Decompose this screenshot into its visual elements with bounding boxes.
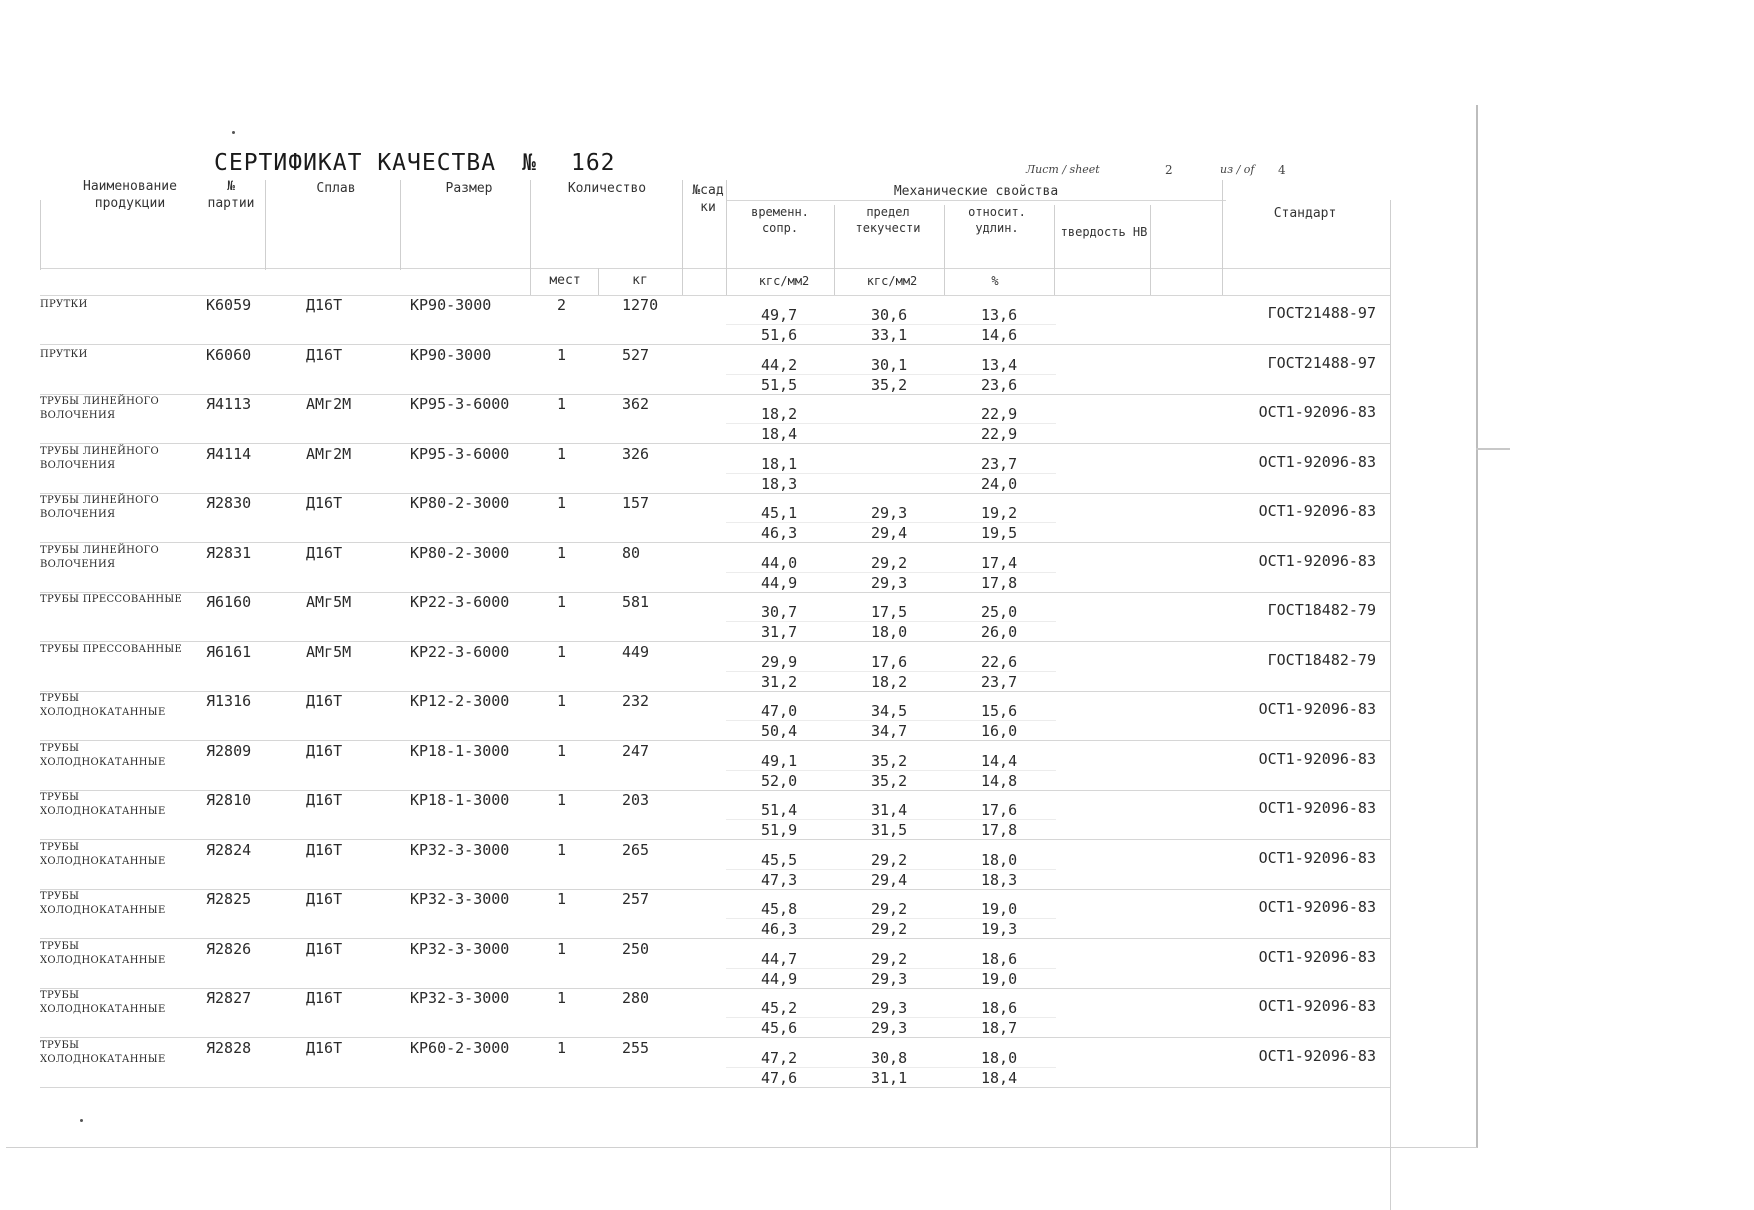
tensile-value: 30,7 <box>761 603 798 621</box>
table-row <box>0 1039 1470 1089</box>
size: КР80-2-3000 <box>410 494 510 512</box>
header-quantity: Количество <box>567 181 647 196</box>
elongation-value: 19,2 <box>981 504 1018 522</box>
tensile-value: 44,9 <box>761 573 798 592</box>
size: КР95-3-6000 <box>410 395 510 413</box>
elongation-value: 18,0 <box>981 1048 1018 1067</box>
places-count: 1 <box>557 890 567 908</box>
product-name: ТРУБЫ ЛИНЕЙНОГО ВОЛОЧЕНИЯ <box>40 544 160 570</box>
product-name: ТРУБЫ ХОЛОДНОКАТАННЫЕ <box>40 990 166 1015</box>
page-edge <box>1476 448 1510 450</box>
yield-value: 35,2 <box>871 375 908 394</box>
size: КР18-1-3000 <box>410 741 510 760</box>
elongation-value: 18,3 <box>981 870 1018 889</box>
standard: ОСТ1-92096-83 <box>1258 1046 1376 1065</box>
row-subrule <box>726 671 1056 672</box>
yield-value: 17,6 <box>871 652 908 671</box>
batch-number: Я2831 <box>206 543 252 562</box>
tensile-value: 45,1 <box>761 504 798 522</box>
size: КР95-3-6000 <box>410 444 510 463</box>
elongation-value: 23,7 <box>981 672 1018 691</box>
tensile-value: 31,7 <box>761 623 798 641</box>
places-count: 1 <box>557 345 567 364</box>
places-count: 2 <box>557 296 567 314</box>
yield-value: 31,1 <box>871 1068 908 1087</box>
weight-kg: 80 <box>622 543 641 562</box>
header-kg: кг <box>632 273 648 288</box>
elongation-value: 23,6 <box>981 375 1018 394</box>
tensile-value: 29,9 <box>761 652 798 671</box>
alloy: Д16Т <box>306 741 343 760</box>
places-count: 1 <box>557 840 567 859</box>
elongation-value: 14,4 <box>981 751 1018 770</box>
tensile-value: 45,8 <box>761 900 798 918</box>
header-divider <box>530 180 531 295</box>
batch-number: Я2809 <box>206 741 252 760</box>
places-count: 1 <box>557 494 567 512</box>
batch-number: Я4113 <box>206 395 252 413</box>
tensile-value: 18,2 <box>761 405 798 423</box>
batch-number: Я4114 <box>206 444 252 463</box>
row-rule <box>40 1087 1390 1088</box>
places-count: 1 <box>557 395 567 413</box>
weight-kg: 362 <box>622 395 650 413</box>
tensile-value: 45,5 <box>761 850 798 869</box>
weight-kg: 247 <box>622 741 650 760</box>
tensile-value: 47,6 <box>761 1068 798 1087</box>
elongation-value: 18,0 <box>981 850 1018 869</box>
row-subrule <box>726 968 1056 969</box>
size: КР22-3-6000 <box>410 642 510 661</box>
header-batch: № партии <box>207 179 255 211</box>
product-name: ТРУБЫ ХОЛОДНОКАТАННЫЕ <box>40 841 166 867</box>
product-name: ТРУБЫ ХОЛОДНОКАТАННЫЕ <box>40 1039 166 1065</box>
size: КР18-1-3000 <box>410 791 510 809</box>
yield-value: 29,2 <box>871 850 908 869</box>
weight-kg: 203 <box>622 791 650 809</box>
elongation-value: 19,0 <box>981 969 1018 988</box>
yield-value: 30,8 <box>871 1048 908 1067</box>
tensile-value: 51,4 <box>761 801 798 819</box>
tensile-value: 45,2 <box>761 999 798 1017</box>
tensile-value: 49,7 <box>761 306 798 324</box>
product-name: ТРУБЫ ЛИНЕЙНОГО ВОЛОЧЕНИЯ <box>40 396 160 421</box>
row-subrule <box>726 1017 1056 1018</box>
alloy: АМг5М <box>306 593 352 611</box>
table-row <box>0 692 1470 742</box>
alloy: Д16Т <box>306 494 343 512</box>
elongation-value: 18,6 <box>981 999 1018 1017</box>
size: КР90-3000 <box>410 345 492 364</box>
table-row <box>0 841 1470 891</box>
standard: ГОСТ21488-97 <box>1267 353 1376 372</box>
table-row <box>0 791 1470 841</box>
alloy: Д16Т <box>306 989 343 1007</box>
alloy: Д16Т <box>306 345 343 364</box>
table-row <box>0 544 1470 594</box>
product-name: ТРУБЫ ХОЛОДНОКАТАННЫЕ <box>40 693 166 718</box>
elongation-value: 18,7 <box>981 1019 1018 1037</box>
product-name: ТРУБЫ ХОЛОДНОКАТАННЫЕ <box>40 742 166 768</box>
header-mechanical: Механические свойства <box>893 184 1059 199</box>
row-subrule <box>726 621 1056 622</box>
table-row <box>0 989 1470 1039</box>
weight-kg: 280 <box>622 989 650 1007</box>
elongation-value: 22,6 <box>981 652 1018 671</box>
table-row <box>0 494 1470 544</box>
yield-value: 18,0 <box>871 623 908 641</box>
standard: ОСТ1-92096-83 <box>1258 997 1376 1015</box>
batch-number: Я2827 <box>206 989 252 1007</box>
product-name: ТРУБЫ ПРЕССОВАННЫЕ <box>40 643 183 655</box>
batch-number: Я6161 <box>206 642 252 661</box>
header-divider <box>400 180 401 270</box>
weight-kg: 250 <box>622 939 650 958</box>
unit-yield: кгс/мм2 <box>866 274 918 288</box>
tensile-value: 51,5 <box>761 375 798 394</box>
yield-value: 31,4 <box>871 801 908 819</box>
standard: ОСТ1-92096-83 <box>1258 452 1376 471</box>
header-size: Размер <box>445 181 493 196</box>
standard: ОСТ1-92096-83 <box>1258 848 1376 867</box>
tensile-value: 45,6 <box>761 1019 798 1037</box>
tensile-value: 44,2 <box>761 355 798 374</box>
header-divider <box>40 200 41 270</box>
yield-value: 29,2 <box>871 949 908 968</box>
yield-value: 29,4 <box>871 870 908 889</box>
header-hardness: твердость НВ <box>1060 225 1148 239</box>
header-places: мест <box>549 273 581 288</box>
elongation-value: 24,0 <box>981 474 1018 493</box>
alloy: Д16Т <box>306 939 343 958</box>
elongation-value: 19,3 <box>981 920 1018 938</box>
elongation-value: 23,7 <box>981 454 1018 473</box>
alloy: Д16Т <box>306 296 343 314</box>
standard: ОСТ1-92096-83 <box>1258 947 1376 966</box>
header-heat: №сад ки <box>692 183 724 215</box>
batch-number: К6060 <box>206 345 252 364</box>
weight-kg: 1270 <box>622 296 659 314</box>
header-alloy: Сплав <box>316 181 356 196</box>
row-subrule <box>726 1067 1056 1068</box>
elongation-value: 26,0 <box>981 623 1018 641</box>
weight-kg: 449 <box>622 642 650 661</box>
header-yield: предел текучести <box>855 205 921 235</box>
header-divider <box>1222 180 1223 295</box>
batch-number: Я2824 <box>206 840 252 859</box>
elongation-value: 25,0 <box>981 603 1018 621</box>
yield-value: 30,6 <box>871 306 908 324</box>
table-row <box>0 940 1470 990</box>
size: КР12-2-3000 <box>410 692 510 710</box>
header-product: Наименование продукции <box>83 179 177 211</box>
elongation-value: 14,6 <box>981 326 1018 344</box>
yield-value: 35,2 <box>871 771 908 790</box>
standard: ГОСТ18482-79 <box>1267 650 1376 669</box>
product-name: ТРУБЫ ХОЛОДНОКАТАННЫЕ <box>40 891 166 916</box>
tensile-value: 18,3 <box>761 474 798 493</box>
yield-value: 18,2 <box>871 672 908 691</box>
yield-value: 31,5 <box>871 821 908 839</box>
size: КР80-2-3000 <box>410 543 510 562</box>
elongation-value: 17,8 <box>981 573 1018 592</box>
weight-kg: 157 <box>622 494 650 512</box>
tensile-value: 49,1 <box>761 751 798 770</box>
elongation-value: 17,4 <box>981 553 1018 572</box>
product-name: ТРУБЫ ЛИНЕЙНОГО ВОЛОЧЕНИЯ <box>40 495 160 520</box>
elongation-value: 18,6 <box>981 949 1018 968</box>
yield-value: 17,5 <box>871 603 908 621</box>
alloy: Д16Т <box>306 692 343 710</box>
elongation-value: 18,4 <box>981 1068 1018 1087</box>
tensile-value: 47,3 <box>761 870 798 889</box>
alloy: АМг5М <box>306 642 352 661</box>
weight-kg: 265 <box>622 840 650 859</box>
unit-tensile: кгс/мм2 <box>758 274 810 288</box>
size: КР32-3-3000 <box>410 840 510 859</box>
places-count: 1 <box>557 989 567 1007</box>
table-row <box>0 742 1470 792</box>
table-row <box>0 643 1470 693</box>
yield-value: 33,1 <box>871 326 908 344</box>
yield-value: 29,4 <box>871 524 908 542</box>
alloy: Д16Т <box>306 791 343 809</box>
sheet-total: 4 <box>1278 163 1286 177</box>
size: КР90-3000 <box>410 296 492 314</box>
alloy: Д16Т <box>306 890 343 908</box>
scan-speck <box>232 131 235 134</box>
of-label: из / of <box>1220 163 1255 176</box>
elongation-value: 17,8 <box>981 821 1018 839</box>
number-sign: № <box>522 150 537 176</box>
product-name: ТРУБЫ ПРЕССОВАННЫЕ <box>40 594 183 605</box>
tensile-value: 50,4 <box>761 722 798 740</box>
product-name: ТРУБЫ ХОЛОДНОКАТАННЫЕ <box>40 940 166 966</box>
standard: ГОСТ18482-79 <box>1267 601 1376 619</box>
header-rule <box>40 268 1390 269</box>
alloy: Д16Т <box>306 543 343 562</box>
tensile-value: 46,3 <box>761 524 798 542</box>
batch-number: Я2830 <box>206 494 252 512</box>
standard: ОСТ1-92096-83 <box>1258 551 1376 570</box>
yield-value: 30,1 <box>871 355 908 374</box>
header-divider <box>1150 205 1151 295</box>
yield-value: 29,3 <box>871 969 908 988</box>
weight-kg: 232 <box>622 692 650 710</box>
header-divider <box>265 180 266 270</box>
table-row <box>0 593 1470 643</box>
row-subrule <box>726 918 1056 919</box>
yield-value: 29,3 <box>871 999 908 1017</box>
header-divider <box>682 180 683 295</box>
yield-value: 29,2 <box>871 553 908 572</box>
batch-number: Я6160 <box>206 593 252 611</box>
header-divider <box>834 205 835 295</box>
table-row <box>0 296 1470 346</box>
elongation-value: 16,0 <box>981 722 1018 740</box>
tensile-value: 47,2 <box>761 1048 798 1067</box>
row-subrule <box>726 473 1056 474</box>
tensile-value: 47,0 <box>761 702 798 720</box>
places-count: 1 <box>557 642 567 661</box>
unit-elongation: % <box>991 274 999 288</box>
places-count: 1 <box>557 939 567 958</box>
standard: ОСТ1-92096-83 <box>1258 403 1376 421</box>
product-name: ПРУТКИ <box>40 299 88 310</box>
size: КР60-2-3000 <box>410 1038 510 1057</box>
tensile-value: 51,6 <box>761 326 798 344</box>
scan-speck <box>80 1119 83 1122</box>
batch-number: Я1316 <box>206 692 252 710</box>
tensile-value: 51,9 <box>761 821 798 839</box>
document-title <box>214 150 616 176</box>
places-count: 1 <box>557 692 567 710</box>
header-rule <box>726 200 1226 201</box>
yield-value: 29,2 <box>871 920 908 938</box>
yield-value: 29,3 <box>871 573 908 592</box>
elongation-value: 22,9 <box>981 425 1018 443</box>
elongation-value: 17,6 <box>981 801 1018 819</box>
size: КР32-3-3000 <box>410 890 510 908</box>
tensile-value: 44,7 <box>761 949 798 968</box>
size: КР32-3-3000 <box>410 939 510 958</box>
batch-number: Я2828 <box>206 1038 252 1057</box>
standard: ОСТ1-92096-83 <box>1258 898 1376 916</box>
places-count: 1 <box>557 543 567 562</box>
weight-kg: 257 <box>622 890 650 908</box>
places-count: 1 <box>557 444 567 463</box>
row-subrule <box>726 720 1056 721</box>
table-row <box>0 346 1470 396</box>
certificate-number: 162 <box>570 150 616 176</box>
header-standard: Стандарт <box>1273 206 1337 221</box>
standard: ОСТ1-92096-83 <box>1258 799 1376 817</box>
row-subrule <box>726 770 1056 771</box>
title-text: СЕРТИФИКАТ КАЧЕСТВА <box>214 150 497 176</box>
yield-value: 34,5 <box>871 702 908 720</box>
alloy: Д16Т <box>306 1038 343 1057</box>
batch-number: Я2825 <box>206 890 252 908</box>
tensile-value: 31,2 <box>761 672 798 691</box>
row-subrule <box>726 374 1056 375</box>
header-divider <box>598 268 599 295</box>
elongation-value: 13,6 <box>981 306 1018 324</box>
standard: ГОСТ21488-97 <box>1267 304 1376 322</box>
tensile-value: 18,4 <box>761 425 798 443</box>
yield-value: 29,2 <box>871 900 908 918</box>
yield-value: 29,3 <box>871 504 908 522</box>
elongation-value: 14,8 <box>981 771 1018 790</box>
elongation-value: 19,5 <box>981 524 1018 542</box>
table-row <box>0 395 1470 445</box>
standard: ОСТ1-92096-83 <box>1258 749 1376 768</box>
batch-number: Я2826 <box>206 939 252 958</box>
elongation-value: 22,9 <box>981 405 1018 423</box>
sheet-label: Лист / sheet <box>1026 163 1100 176</box>
yield-value: 29,3 <box>871 1019 908 1037</box>
row-subrule <box>726 869 1056 870</box>
places-count: 1 <box>557 791 567 809</box>
size: КР32-3-3000 <box>410 989 510 1007</box>
elongation-value: 15,6 <box>981 702 1018 720</box>
tensile-value: 44,9 <box>761 969 798 988</box>
table-row <box>0 445 1470 495</box>
size: КР22-3-6000 <box>410 593 510 611</box>
alloy: Д16Т <box>306 840 343 859</box>
standard: ОСТ1-92096-83 <box>1258 700 1376 718</box>
yield-value: 34,7 <box>871 722 908 740</box>
elongation-value: 13,4 <box>981 355 1018 374</box>
row-subrule <box>726 819 1056 820</box>
standard: ОСТ1-92096-83 <box>1258 502 1376 520</box>
product-name: ТРУБЫ ЛИНЕЙНОГО ВОЛОЧЕНИЯ <box>40 445 160 471</box>
header-divider <box>944 205 945 295</box>
row-subrule <box>726 423 1056 424</box>
batch-number: Я2810 <box>206 791 252 809</box>
row-subrule <box>726 324 1056 325</box>
weight-kg: 326 <box>622 444 650 463</box>
alloy: АМг2М <box>306 395 352 413</box>
product-name: ПРУТКИ <box>40 348 88 360</box>
places-count: 1 <box>557 593 567 611</box>
weight-kg: 527 <box>622 345 650 364</box>
product-name: ТРУБЫ ХОЛОДНОКАТАННЫЕ <box>40 792 166 817</box>
sheet-number: 2 <box>1165 163 1173 177</box>
row-subrule <box>726 572 1056 573</box>
yield-value: 35,2 <box>871 751 908 770</box>
weight-kg: 581 <box>622 593 650 611</box>
table-row <box>0 890 1470 940</box>
tensile-value: 18,1 <box>761 454 798 473</box>
places-count: 1 <box>557 1038 567 1057</box>
tensile-value: 44,0 <box>761 553 798 572</box>
tensile-value: 52,0 <box>761 771 798 790</box>
places-count: 1 <box>557 741 567 760</box>
tensile-value: 46,3 <box>761 920 798 938</box>
header-divider <box>1054 205 1055 295</box>
weight-kg: 255 <box>622 1038 650 1057</box>
alloy: АМг2М <box>306 444 352 463</box>
header-elongation: относит. удлин. <box>968 205 1026 235</box>
elongation-value: 19,0 <box>981 900 1018 918</box>
header-tensile: временн. сопр. <box>751 205 809 235</box>
header-divider <box>726 180 727 295</box>
batch-number: К6059 <box>206 296 252 314</box>
row-subrule <box>726 522 1056 523</box>
